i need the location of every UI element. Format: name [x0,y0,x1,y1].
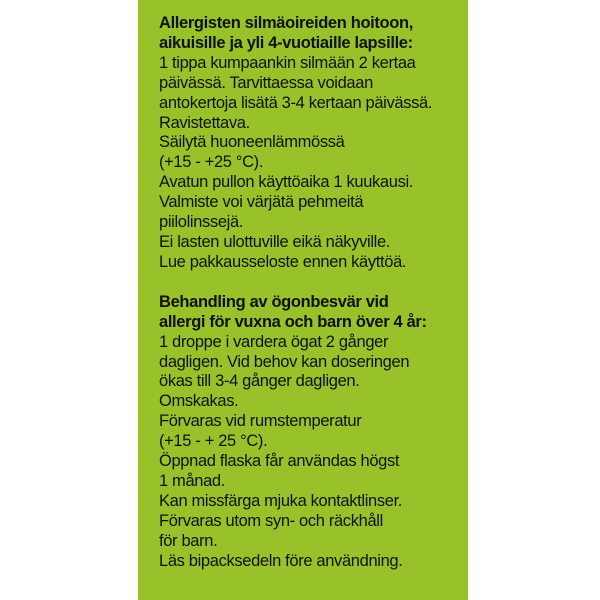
swedish-heading-line: allergi för vuxna och barn över 4 år: [159,312,427,331]
finnish-body-line: Lue pakkausseloste ennen käyttöä. [159,252,407,271]
swedish-section [159,293,468,572]
swedish-heading-line: Behandling av ögonbesvär vid [159,292,389,311]
label-panel [138,0,468,600]
swedish-body-line: 1 droppe i vardera ögat 2 gånger [159,332,389,351]
finnish-body-line: Ravistettava. [159,113,250,132]
swedish-body-line: Förvaras utom syn- och räckhåll [159,511,383,530]
finnish-body-line: Valmiste voi värjätä pehmeitä [159,193,364,212]
swedish-body-line: Förvaras vid rumstemperatur [159,412,362,431]
finnish-section [159,14,468,273]
finnish-body-line: Ei lasten ulottuville eikä näkyville. [159,232,391,251]
swedish-body-line: dagligen. Vid behov kan doseringen [159,352,410,371]
swedish-body-line: för barn. [159,531,218,550]
finnish-body-line: Säilytä huoneenlämmössä [159,133,345,152]
swedish-body-line: Läs bipacksedeln före användning. [159,551,403,570]
swedish-body-line: Omskakas. [159,392,239,411]
swedish-body-line: Kan missfärga mjuka kontaktlinser. [159,491,403,510]
finnish-body-line: Avatun pullon käyttöaika 1 kuukausi. [159,173,414,192]
finnish-body-line: piilolinssejä. [159,213,244,232]
finnish-heading-line: aikuisille ja yli 4-vuotiaille lapsille: [159,33,413,52]
finnish-body-line: päivässä. Tarvittaessa voidaan [159,73,373,92]
finnish-heading-line: Allergisten silmäoireiden hoitoon, [159,14,413,32]
finnish-body-line: (+15 - +25 °C). [159,153,264,172]
finnish-body-line: antokertoja lisätä 3-4 kertaan päivässä. [159,93,433,112]
swedish-body-line: (+15 - + 25 °C). [159,432,268,451]
swedish-body-line: Öppnad flaska får användas högst [159,452,400,471]
finnish-body-line: 1 tippa kumpaankin silmään 2 kertaa [159,53,416,72]
swedish-body-line: ökas till 3-4 gånger dagligen. [159,372,360,391]
swedish-body-line: 1 månad. [159,471,225,490]
